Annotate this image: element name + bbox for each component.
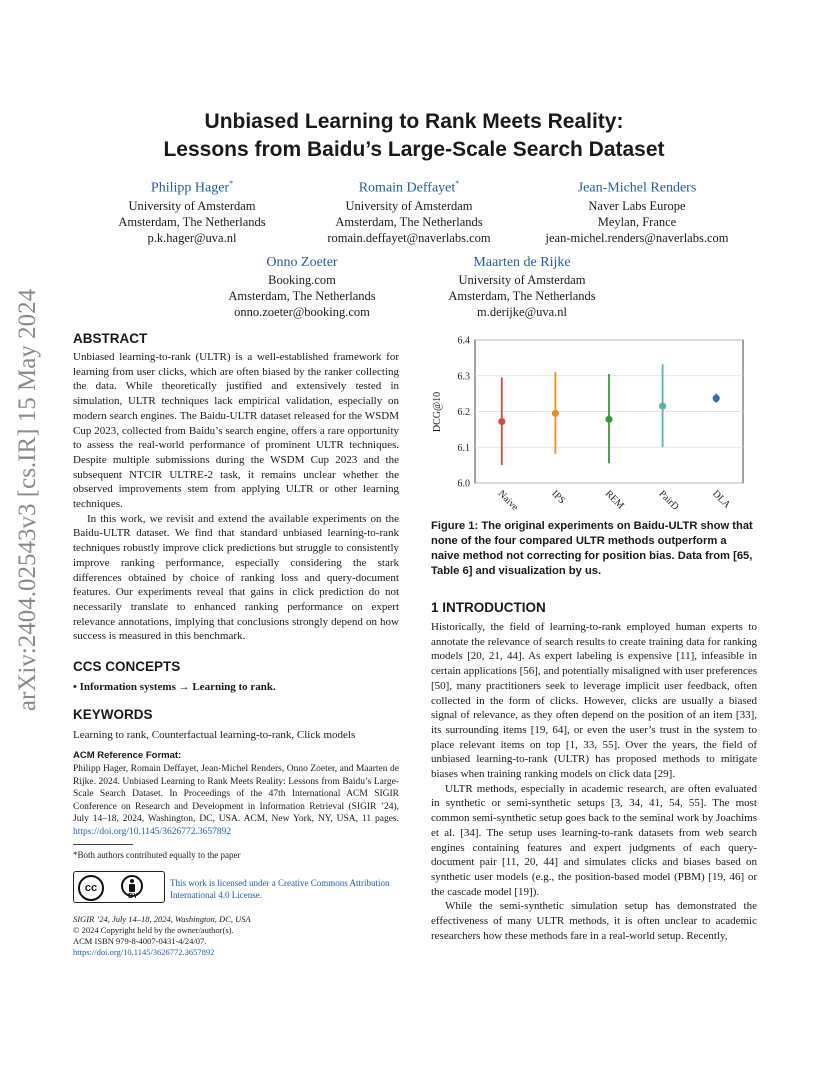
y-axis-label: DCG@10: [432, 391, 443, 433]
acm-reference-text: Philipp Hager, Romain Deffayet, Jean-Michel Renders, Onno Zoeter, and Maarten de Rijke. 2024. Unbiased Learning to Rank Meets Reality: Lessons from Baidu’s Large-Scale Search Dataset. In Proceedings of the 47th International ACM SIGIR Conference on Research and Development in Information Retrieval (SIGIR ’24), July 14–18, 2024, Washington, DC, USA. ACM, New York, NY, USA, 11 pages.: [73, 764, 399, 824]
y-tick-label: 6.4: [457, 335, 470, 347]
conference-line: SIGIR ’24, July 14–18, 2024, Washington, DC, USA: [73, 914, 251, 924]
author-affiliation: University of Amsterdam: [458, 273, 586, 287]
mean-point: [498, 418, 505, 425]
mean-point: [713, 395, 720, 402]
author-email[interactable]: p.k.hager@uva.nl: [147, 230, 237, 245]
figure-1-chart: [420, 328, 760, 518]
author-affiliation: University of Amsterdam: [128, 198, 256, 213]
ccs-heading: CCS CONCEPTS: [73, 659, 181, 674]
cc-license-badge[interactable]: [73, 871, 165, 903]
paper-title: [0, 108, 828, 164]
by-label: BY: [128, 893, 138, 900]
author-location: Amsterdam, The Netherlands: [228, 289, 376, 303]
author-email[interactable]: m.derijke@uva.nl: [477, 305, 567, 319]
acm-reference-doi-link[interactable]: https://doi.org/10.1145/3626772.3657892: [73, 826, 232, 837]
arxiv-id: arXiv:2404.02543v3 [cs.IR] 15 May 2024: [14, 288, 41, 712]
introduction-paragraph-2: ULTR methods, especially in academic research, are often evaluated in synthetic or semi-synthetic setups [3, 34, 41, 54, 55]. The most common semi-synthetic setup goes back to the seminal work by Joachims et al. [34]. The setup uses learning-to-rank datasets from web search engines containing features and expert judgments of each query-document pair [11, 20, 44] and simulates clicks and biases based on synthetic user models (e.g., the position-based model (PBM) [19, 46] or the cascade model [19]).: [431, 782, 757, 898]
y-tick-label: 6.3: [457, 371, 470, 383]
figure-1-caption: Figure 1: The original experiments on Baidu-ULTR show that none of the four compared ULTR methods outperform a naive method not correcting for position bias. Data from [65, Table 6] and visualization by us.: [431, 520, 753, 577]
license-link[interactable]: This work is licensed under a Creative Commons Attribution International 4.0 License.: [170, 878, 390, 900]
author-name[interactable]: Philipp Hager*: [150, 179, 234, 196]
acm-reference-heading: ACM Reference Format:: [73, 750, 182, 761]
author-location: Amsterdam, The Netherlands: [118, 214, 266, 229]
introduction-paragraph-1: Historically, the field of learning-to-rank employed human experts to annotate the relevance of search results to create training data for ranking models [20, 21, 44]. As expert labeling is expensive [11], infeasible in certain applications [56], and potentially misaligned with user preferences [50], many practitioners seek to leverage implicit user feedback, often collected in the form of clicks. However, clicks are usually a biased signal of relevance, as they often depend on the position of an item [33], its surrounding items [19, 64], or even the user’s trust in the system to place relevant items on top [1, 33, 55]. Over the years, the field of unbiased learning-to-rank (ULTR) has proposed methods to mitigate biases when training ranking models on click data [29].: [431, 621, 757, 781]
author-block-2: [300, 175, 518, 246]
abstract-paragraph-1: Unbiased learning-to-rank (ULTR) is a well-established framework for learning from user clicks, which are often biased by the ranker collecting the data. While theoretically justified and extensively tested in simulation, ULTR techniques lack empirical validation, especially on modern search engines. The Baidu-ULTR dataset released for the WSDM Cup 2023, collected from Baidu’s search engine, offers a rare opportunity to assess the real-world performance of prominent ULTR techniques. Despite multiple submissions during the WSDM Cup 2023 and the subsequent NTCIR ULTRE-2 task, it remains unclear whether the observed improvements stem from applying ULTR or other learning techniques.: [73, 351, 399, 511]
author-affiliation: Naver Labs Europe: [588, 198, 686, 213]
author-email[interactable]: onno.zoeter@booking.com: [234, 305, 370, 319]
doi-link[interactable]: https://doi.org/10.1145/3626772.3657892: [73, 947, 215, 957]
keywords-heading: KEYWORDS: [73, 707, 153, 722]
title-line-2: Lessons from Baidu’s Large-Scale Search Dataset: [163, 138, 665, 161]
y-tick-label: 6.1: [457, 442, 470, 454]
arxiv-sidebar: [8, 290, 48, 710]
author-name[interactable]: Romain Deffayet*: [358, 179, 460, 196]
author-name[interactable]: Jean-Michel Renders: [577, 180, 697, 196]
author-location: Amsterdam, The Netherlands: [448, 289, 596, 303]
keywords-text: Learning to rank, Counterfactual learning-to-rank, Click models: [73, 729, 356, 741]
footnote: *Both authors contributed equally to the paper: [73, 850, 241, 860]
mean-point: [552, 410, 559, 417]
author-block-1: [82, 175, 302, 246]
x-tick-label: IPS: [549, 488, 568, 507]
author-name[interactable]: Maarten de Rijke: [473, 255, 571, 270]
x-tick-label: Naive: [495, 488, 521, 514]
introduction-paragraph-3: While the semi-synthetic simulation setup has demonstrated the effectiveness of many ULTR methods, it is often unclear to academic researchers how these methods fare in a real-world setup. Recently,: [431, 900, 757, 942]
y-tick-label: 6.0: [457, 478, 470, 490]
abstract-paragraph-2: In this work, we revisit and extend the available experiments on the Baidu-ULTR dataset. We find that standard unbiased learning-to-rank techniques robustly improve click predictions but struggle to consistently improve ranking performance, especially considering the stark differences obtained by choice of ranking loss and query-document features. Our experiments reveal that gains in click prediction do not necessarily translate to enhanced ranking performance on expert relevance annotations, implying that conclusions strongly depend on how success is measured in this benchmark.: [73, 512, 399, 643]
author-email[interactable]: romain.deffayet@naverlabs.com: [327, 230, 491, 245]
ccs-concepts: • Information systems → Learning to rank.: [73, 681, 276, 693]
title-line-1: Unbiased Learning to Rank Meets Reality:: [204, 110, 624, 133]
author-affiliation: University of Amsterdam: [345, 198, 473, 213]
acm-reference: [73, 763, 399, 838]
abstract-heading: ABSTRACT: [73, 331, 148, 346]
mean-point: [659, 403, 666, 410]
isbn-line: ACM ISBN 979-8-4007-0431-4/24/07.: [73, 936, 207, 946]
author-email[interactable]: jean-michel.renders@naverlabs.com: [545, 230, 729, 245]
author-block-5: [422, 254, 622, 320]
author-location: Amsterdam, The Netherlands: [335, 214, 483, 229]
footnote-rule: [73, 844, 133, 845]
cc-icon: cc: [78, 875, 104, 901]
x-tick-label: DLA: [710, 488, 733, 511]
abstract-body: [73, 350, 399, 644]
x-tick-label: PairD: [656, 488, 681, 513]
y-tick-label: 6.2: [457, 407, 470, 418]
introduction-heading: 1 INTRODUCTION: [431, 600, 546, 615]
author-name[interactable]: Onno Zoeter: [266, 255, 338, 270]
copyright-line: © 2024 Copyright held by the owner/author(s).: [73, 925, 234, 935]
publication-info: [73, 914, 399, 958]
x-tick-label: REM: [602, 488, 626, 512]
mean-point: [605, 416, 612, 423]
introduction-body: [431, 620, 757, 943]
author-block-3: [522, 175, 752, 246]
author-block-4: [202, 254, 402, 320]
author-location: Meylan, France: [597, 214, 677, 229]
author-affiliation: Booking.com: [268, 273, 336, 287]
